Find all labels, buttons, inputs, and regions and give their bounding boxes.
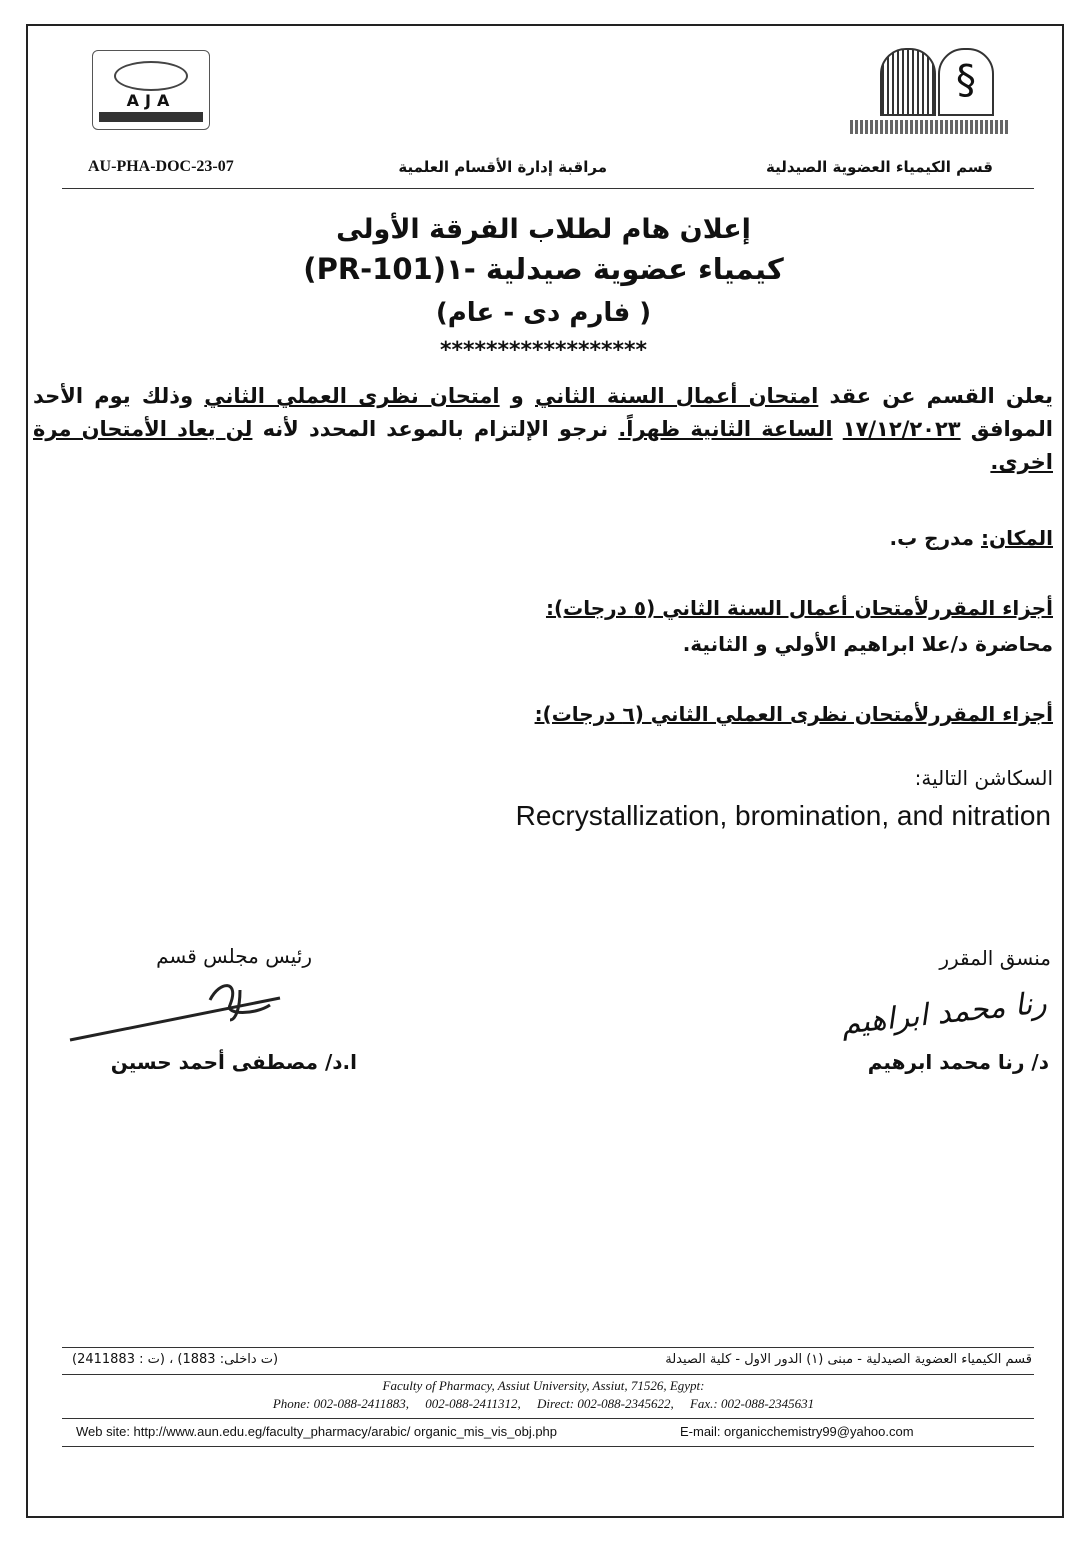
part1-content: محاضرة د/علا ابراهيم الأولي و الثانية. [682,632,1053,656]
program-title: ( فارم دى - عام) [435,298,652,328]
footer-email[interactable]: E-mail: organicchemistry99@yahoo.com [680,1424,914,1439]
footer-address-ar: قسم الكيمياء العضوية الصيدلية - مبنى (١) الدور الاول - كلية الصيدلة [665,1352,1032,1367]
footer-website[interactable]: Web site: http://www.aun.edu.eg/faculty_pharmacy/arabic/ organic_mis_vis_obj.php [76,1424,558,1439]
footer-phones: Phone: 002-088-2411883, 002-088-2411312, Direct: 002-088-2345622, Fax.: 002-088-2345631 [272,1396,815,1411]
part2-content: Recrystallization, bromination, and nitration [515,800,1051,831]
document-code: AU-PHA-DOC-23-07 [88,158,234,175]
coordinator-name: د/ رنا محمد ابرهيم [867,1050,1049,1074]
department-name: قسم الكيمياء العضوية الصيدلية [766,158,993,176]
place: المكان: مدرج ب. [889,526,1053,550]
head-signature [60,980,300,1050]
announcement-title: إعلان هام لطلاب الفرقة الأولى [336,214,751,245]
footer-address-en: Faculty of Pharmacy, Assiut University, Assiut, 71526, Egypt: [382,1378,705,1393]
aja-logo: AJA [92,50,210,130]
university-emblem-icon [880,48,936,116]
page-border [26,24,1064,1518]
part2-label: السكاشن التالية: [914,766,1053,790]
office-name: مراقبة إدارة الأقسام العلمية [398,158,607,176]
footer-phone-ar: (ت داخلى: 1883) ، (ت : 2411883) [72,1352,279,1367]
university-logos [850,48,1010,140]
part1-heading: أجزاء المقررلأمتحان أعمال السنة الثاني (٥ درجات): [545,596,1053,620]
course-title: كيمياء عضوية صيدلية -١(PR-101) [303,252,784,286]
stars-divider: ****************** [439,338,648,363]
head-title: رئيس مجلس قسم [156,944,312,968]
coordinator-signature: رنا محمد ابراهيم [839,985,1049,1042]
head-name: ا.د/ مصطفى أحمد حسين [110,1050,357,1074]
coordinator-title: منسق المقرر [939,946,1051,970]
part2-heading: أجزاء المقررلأمتحان نظرى العملي الثاني (٦ درجات): [534,702,1053,726]
pharmacy-emblem-icon: § [938,48,994,116]
announcement-paragraph: يعلن القسم عن عقد امتحان أعمال السنة الثاني و امتحان نظرى العملي الثاني وذلك يوم الأحد الموافق ١٧/١٢/٢٠٢٣ الساعة الثانية ظهراً. نرجو الإلتزام بالموعد المحدد لأنه لن يعاد الأمتحان مرة اخرى. [33,384,1054,474]
